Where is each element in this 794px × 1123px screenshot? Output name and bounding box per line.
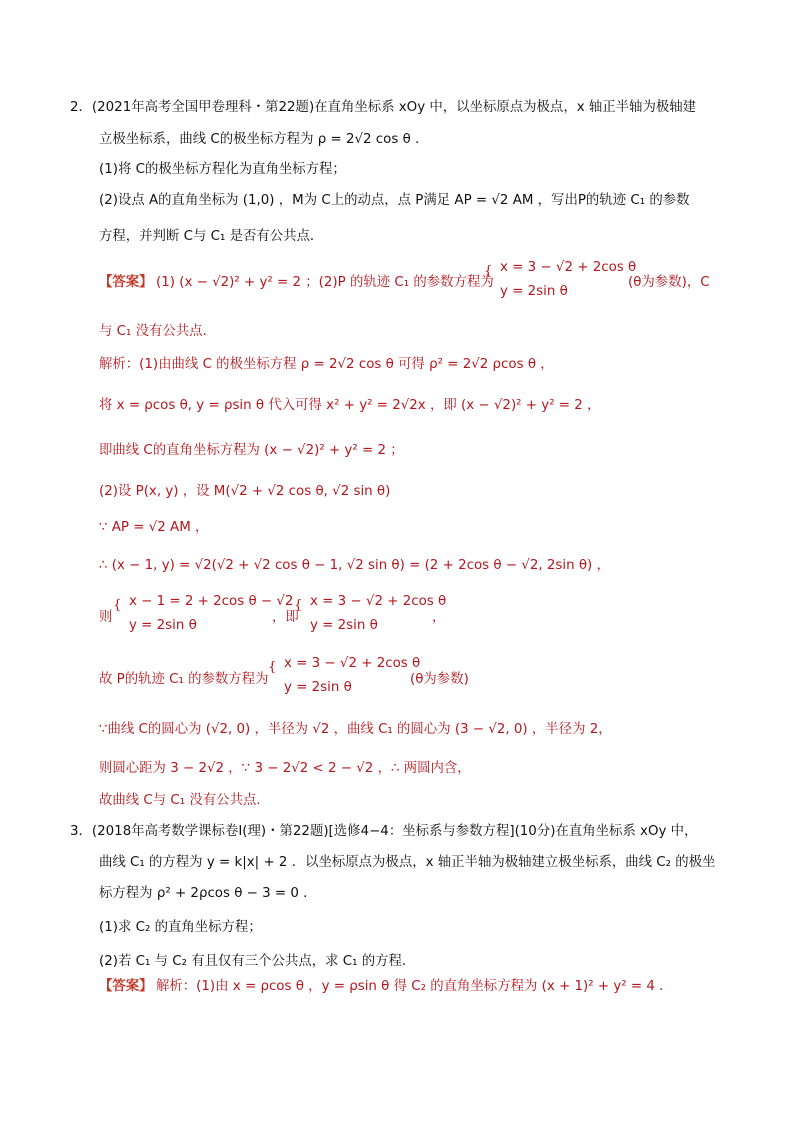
solution-line-3: 即曲线 C的直角坐标方程为 (x − √2)² + y² = 2 ；: [99, 443, 404, 458]
system-row-2: y = 2sin θ: [310, 618, 378, 633]
solution-line-6: ∴ (x − 1, y) = √2(√2 + √2 cos θ − 1, √2 sin θ) = (2 + 2cos θ − √2, 2sin θ) ，: [99, 558, 610, 573]
system-row-2: y = 2sin θ: [500, 284, 568, 299]
q3-line-5: (2)若 C₁ 与 C₂ 有且仅有三个公共点，求 C₁ 的方程．: [99, 954, 416, 969]
left-brace: {: [484, 264, 493, 279]
system-row-1: x = 3 − √2 + 2cos θ: [500, 260, 637, 275]
system-row-1: x = 3 − √2 + 2cos θ: [284, 656, 421, 671]
left-brace: {: [294, 598, 303, 613]
left-brace: {: [268, 660, 277, 675]
system-row-2: y = 2sin θ: [284, 680, 352, 695]
q2-line-2: 立极坐标系，曲线 C的极坐标方程为 ρ = 2√2 cos θ .: [99, 132, 420, 147]
q2-line-1: 2．(2021年高考全国甲卷理科・第22题)在直角坐标系 xOy 中，以坐标原点为极点，x 轴正半轴为极轴建: [70, 100, 697, 115]
q2-line-4: (2)设点 A的直角坐标为 (1,0) ，M为 C上的动点，点 P满足 AP = √2 AM ，写出P的轨迹 C₁ 的参数: [99, 193, 690, 208]
solution-line-1: 解析：(1)由曲线 C 的极坐标方程 ρ = 2√2 cos θ 可得 ρ² = 2√2 ρcos θ ，: [99, 357, 554, 372]
q2-line-3: (1)将 C的极坐标方程化为直角坐标方程；: [99, 162, 346, 177]
solution-line-8-end: (θ为参数): [410, 672, 469, 687]
solution-line-4: (2)设 P(x, y) ，设 M(√2 + √2 cos θ, √2 sin θ): [99, 484, 391, 499]
solution-line-8-prefix: 故 P的轨迹 C₁ 的参数方程为: [99, 672, 269, 687]
solution-line-7-end: ，: [432, 610, 446, 625]
q3-line-4: (1)求 C₂ 的直角坐标方程；: [99, 920, 262, 935]
system-row-2: y = 2sin θ: [129, 618, 197, 633]
q2-line-5: 方程，并判断 C与 C₁ 是否有公共点．: [99, 229, 324, 244]
solution-line-7-middle: ，即: [272, 610, 299, 625]
q3-line-1: 3．(2018年高考数学课标卷Ⅰ(理)・第22题)[选修4−4：坐标系与参数方程](10分)在直角坐标系 xOy 中，: [70, 824, 698, 839]
system-row-1: x − 1 = 2 + 2cos θ − √2: [129, 594, 294, 609]
solution-line-9: ∵曲线 C的圆心为 (√2, 0) ，半径为 √2 ，曲线 C₁ 的圆心为 (3 − √2, 0) ，半径为 2，: [99, 722, 612, 737]
q3-answer-line: 解析：(1)由 x = ρcos θ ，y = ρsin θ 得 C₂ 的直角坐标方程为 (x + 1)² + y² = 4 ．: [156, 979, 673, 994]
solution-line-7-prefix: 则: [99, 610, 113, 625]
q3-answer-tag: 【答案】: [99, 979, 153, 994]
q3-line-2: 曲线 C₁ 的方程为 y = k|x| + 2 ．以坐标原点为极点，x 轴正半轴为极轴建立极坐标系，曲线 C₂ 的极坐: [99, 855, 716, 870]
answer-tag: 【答案】: [99, 275, 153, 290]
system-row-1: x = 3 − √2 + 2cos θ: [310, 594, 447, 609]
solution-line-2: 将 x = ρcos θ, y = ρsin θ 代入可得 x² + y² = 2√2x ，即 (x − √2)² + y² = 2 ，: [99, 398, 601, 413]
answer-part-1-tail: (θ为参数)，C: [628, 275, 710, 290]
q3-line-3: 标方程为 ρ² + 2ρcos θ − 3 = 0 ．: [99, 886, 317, 901]
answer-part-1: (1) (x − √2)² + y² = 2 ；(2)P 的轨迹 C₁ 的参数方程为: [156, 275, 494, 290]
answer-part-2: 与 C₁ 没有公共点．: [99, 324, 216, 339]
solution-line-5: ∵ AP = √2 AM ，: [99, 520, 209, 535]
left-brace: {: [113, 598, 122, 613]
solution-line-10: 则圆心距为 3 − 2√2 ，∵ 3 − 2√2 < 2 − √2 ，∴ 两圆内含，: [99, 761, 471, 776]
solution-line-11: 故曲线 C与 C₁ 没有公共点．: [99, 793, 270, 808]
